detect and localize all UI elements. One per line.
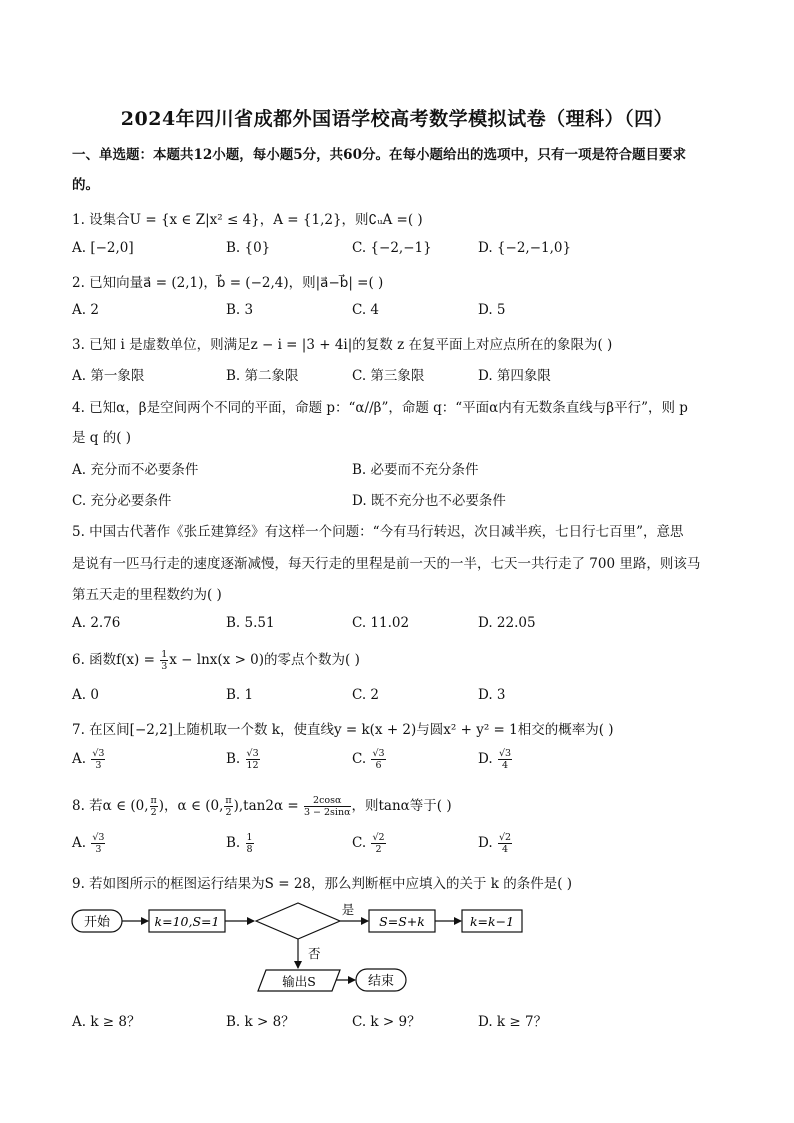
question-8-option-c-frac — [371, 832, 385, 855]
question-6-fraction-num: 1 — [161, 649, 168, 660]
flowchart-output-label: 输出S — [282, 974, 316, 989]
flowchart — [70, 898, 530, 998]
question-8-option-d[interactable] — [478, 832, 513, 855]
question-8-fraction-den: 3 − 2sinα — [303, 807, 351, 818]
question-1-option-c[interactable]: C. {−2,−1} — [352, 240, 432, 256]
question-7-option-a[interactable] — [72, 748, 106, 771]
question-7-option-b-frac — [246, 748, 260, 771]
question-8-pi-num-1: π — [150, 795, 157, 806]
question-2-option-d[interactable]: D. 5 — [478, 302, 506, 318]
question-8-option-c-den: 2 — [375, 844, 382, 855]
question-8-option-c-label: C. — [352, 835, 367, 851]
flowchart-no-label: 否 — [308, 946, 321, 961]
question-8-option-d-num: √2 — [498, 832, 512, 843]
question-8-option-a-num: √3 — [92, 832, 105, 843]
question-8-pi-frac-2 — [224, 795, 232, 818]
question-7-option-a-den: 3 — [95, 760, 102, 771]
question-6-fraction — [160, 649, 168, 672]
question-1-option-b[interactable]: B. {0} — [226, 240, 271, 256]
question-5-option-b[interactable]: B. 5.51 — [226, 615, 275, 631]
question-8-stem — [72, 794, 732, 818]
question-8-pi-num-2: π — [225, 795, 232, 806]
question-7-option-d[interactable] — [478, 748, 513, 771]
question-8-stem-d: ，则tanα等于( ) — [351, 798, 452, 814]
question-3-option-d[interactable]: D. 第四象限 — [478, 368, 551, 384]
question-7-stem: 7. 在区间[−2,2]上随机取一个数 k，使直线y = k(x + 2)与圆x² + y² = 1相交的概率为( ) — [72, 722, 614, 738]
flowchart-init-label: k=10,S=1 — [154, 914, 220, 929]
question-8-pi-den-2: 2 — [225, 807, 232, 818]
question-8-pi-frac-1 — [150, 795, 158, 818]
question-6-stem-b: x − lnx(x > 0)的零点个数为( ) — [169, 652, 360, 668]
question-5-stem-cont1: 是说有一匹马行走的速度逐渐减慢，每天行走的里程是前一天的一半，七天一共行走了 700 里路，则该马 — [72, 556, 701, 572]
question-1-option-d[interactable]: D. {−2,−1,0} — [478, 240, 572, 256]
question-8-option-c-num: √2 — [372, 832, 385, 843]
question-4-option-c[interactable]: C. 充分必要条件 — [72, 493, 172, 509]
question-7-option-a-num: √3 — [92, 748, 105, 759]
question-7-option-d-den: 4 — [501, 760, 509, 771]
question-8-option-b-frac — [246, 832, 254, 855]
question-7-option-c-frac — [371, 748, 385, 771]
question-6-option-d[interactable]: D. 3 — [478, 687, 506, 703]
question-8-option-a-den: 3 — [95, 844, 102, 855]
question-7-option-d-label: D. — [478, 751, 493, 767]
question-8-stem-a: 8. 若α ∈ (0, — [72, 798, 149, 814]
question-1-stem: 1. 设集合U = {x ∈ Z|x² ≤ 4}，A = {1,2}，则∁ᵤA =( ) — [72, 212, 423, 228]
question-8-option-b-num: 1 — [246, 832, 253, 843]
question-2-stem: 2. 已知向量a⃗ = (2,1)，b⃗ = (−2,4)，则|a⃗−b⃗| =( ) — [72, 275, 384, 291]
question-8-option-a-label: A. — [72, 835, 87, 851]
question-2-option-a[interactable]: A. 2 — [72, 302, 99, 318]
question-8-stem-c: ),tan2α = — [233, 798, 303, 814]
question-5-option-a[interactable]: A. 2.76 — [72, 615, 121, 631]
question-6-option-b[interactable]: B. 1 — [226, 687, 254, 703]
question-8-option-d-label: D. — [478, 835, 493, 851]
question-5-stem-cont2: 第五天走的里程数约为( ) — [72, 587, 222, 603]
question-6-stem — [72, 648, 732, 672]
question-9-option-a[interactable]: A. k ≥ 8？ — [72, 1014, 141, 1030]
section-heading-line2: 的。 — [72, 177, 99, 193]
question-7-option-d-num: √3 — [498, 748, 512, 759]
question-3-stem: 3. 已知 i 是虚数单位，则满足z − i = |3 + 4i|的复数 z 在复平面上对应点所在的象限为( ) — [72, 337, 613, 353]
question-7-option-c-num: √3 — [372, 748, 385, 759]
question-8-fraction — [304, 795, 351, 818]
question-6-option-a[interactable]: A. 0 — [72, 687, 99, 703]
flowchart-update-s-label: S=S+k — [379, 914, 425, 929]
question-8-pi-den-1: 2 — [150, 807, 157, 818]
question-7-option-a-label: A. — [72, 751, 87, 767]
question-5-stem: 5. 中国古代著作《张丘建算经》有这样一个问题：“今有马行转迟，次日减半疾，七日行七百里”，意思 — [72, 524, 684, 540]
question-7-option-c-den: 6 — [375, 760, 382, 771]
question-9-option-d[interactable]: D. k ≥ 7？ — [478, 1014, 548, 1030]
question-4-option-a[interactable]: A. 充分而不必要条件 — [72, 462, 199, 478]
question-7-option-c-label: C. — [352, 751, 367, 767]
question-6-stem-a: 6. 函数f(x) = — [72, 652, 160, 668]
question-7-option-b-num: √3 — [246, 748, 259, 759]
flowchart-yes-label: 是 — [341, 902, 355, 917]
question-9-option-b[interactable]: B. k > 8？ — [226, 1014, 295, 1030]
question-8-option-c[interactable] — [352, 832, 387, 855]
question-2-option-c[interactable]: C. 4 — [352, 302, 380, 318]
question-3-option-c[interactable]: C. 第三象限 — [352, 368, 425, 384]
question-8-option-d-den: 4 — [501, 844, 509, 855]
question-8-option-a[interactable] — [72, 832, 106, 855]
question-9-option-c[interactable]: C. k > 9？ — [352, 1014, 421, 1030]
question-4-option-b[interactable]: B. 必要而不充分条件 — [352, 462, 479, 478]
section-heading — [72, 140, 722, 200]
question-8-stem-b: )，α ∈ (0, — [158, 798, 224, 814]
question-8-option-b-label: B. — [226, 835, 241, 851]
question-8-option-a-frac — [91, 832, 105, 855]
question-7-option-c[interactable] — [352, 748, 387, 771]
question-7-option-b[interactable] — [226, 748, 261, 771]
question-4-option-d[interactable]: D. 既不充分也不必要条件 — [352, 493, 506, 509]
question-7-option-b-den: 12 — [246, 760, 259, 771]
question-5-option-d[interactable]: D. 22.05 — [478, 615, 536, 631]
question-9-stem: 9. 若如图所示的框图运行结果为S = 28，那么判断框中应填入的关于 k 的条件是( ) — [72, 876, 573, 892]
flowchart-update-k-label: k=k−1 — [469, 914, 515, 929]
question-1-option-a[interactable]: A. [−2,0] — [72, 240, 134, 256]
flowchart-end-label: 结束 — [367, 974, 395, 989]
question-6-fraction-den: 3 — [161, 661, 168, 672]
question-3-option-a[interactable]: A. 第一象限 — [72, 368, 145, 384]
question-6-option-c[interactable]: C. 2 — [352, 687, 380, 703]
question-5-option-c[interactable]: C. 11.02 — [352, 615, 410, 631]
section-heading-line1: 一、单选题：本题共12小题，每小题5分，共60分。在每小题给出的选项中，只有一项是符合题目要求 — [72, 147, 686, 163]
question-2-option-b[interactable]: B. 3 — [226, 302, 254, 318]
question-4-stem-cont: 是 q 的( ) — [72, 430, 132, 446]
question-8-option-d-frac — [498, 832, 512, 855]
question-3-option-b[interactable]: B. 第二象限 — [226, 368, 299, 384]
question-8-fraction-num: 2cosα — [304, 795, 351, 807]
page-title: 2024年四川省成都外国语学校高考数学模拟试卷（理科）（四） — [120, 108, 674, 130]
question-7-option-d-frac — [498, 748, 512, 771]
question-8-option-b[interactable] — [226, 832, 255, 855]
question-7-option-b-label: B. — [226, 751, 241, 767]
question-7-option-a-frac — [91, 748, 105, 771]
question-4-stem: 4. 已知α，β是空间两个不同的平面，命题 p：“α//β”，命题 q：“平面α内有无数条直线与β平行”，则 p — [72, 400, 688, 416]
question-8-option-b-den: 8 — [246, 844, 253, 855]
flowchart-decision-diamond — [256, 903, 340, 939]
flowchart-start-label: 开始 — [83, 915, 111, 930]
